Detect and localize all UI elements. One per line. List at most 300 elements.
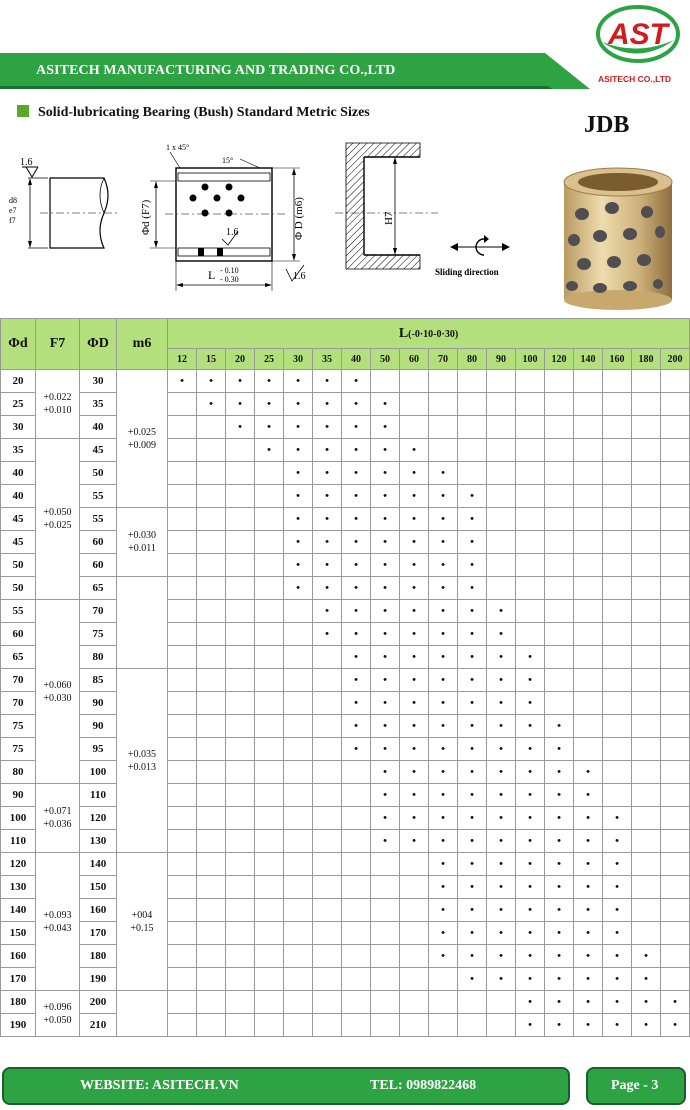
length-availability-cell: • bbox=[342, 669, 371, 692]
length-availability-cell: • bbox=[458, 715, 487, 738]
length-availability-cell bbox=[284, 830, 313, 853]
table-row bbox=[1, 416, 690, 439]
cell-d: 40 bbox=[1, 485, 36, 508]
length-availability-cell: • bbox=[429, 761, 458, 784]
cell-f7-tolerance-upper: +0.093 bbox=[43, 909, 72, 921]
length-col-header: 160 bbox=[603, 349, 632, 370]
length-availability-cell bbox=[632, 807, 661, 830]
length-availability-cell bbox=[574, 577, 603, 600]
length-availability-cell bbox=[313, 1014, 342, 1037]
table-row bbox=[1, 968, 690, 991]
length-availability-cell bbox=[516, 508, 545, 531]
svg-text:AST: AST bbox=[608, 18, 668, 51]
length-availability-cell: • bbox=[458, 738, 487, 761]
col-header-d: Φd bbox=[1, 319, 36, 370]
length-col-header: 90 bbox=[487, 349, 516, 370]
cell-D: 55 bbox=[80, 508, 117, 531]
length-availability-cell bbox=[661, 485, 690, 508]
length-availability-cell bbox=[661, 462, 690, 485]
cell-D: 110 bbox=[80, 784, 117, 807]
length-availability-cell bbox=[516, 393, 545, 416]
length-availability-cell: • bbox=[371, 485, 400, 508]
length-availability-cell: • bbox=[284, 462, 313, 485]
cell-m6-tolerance bbox=[117, 853, 168, 991]
length-availability-cell: • bbox=[458, 669, 487, 692]
bush-drawing bbox=[140, 143, 306, 291]
length-availability-cell bbox=[226, 554, 255, 577]
length-availability-cell bbox=[284, 899, 313, 922]
length-availability-cell: • bbox=[313, 623, 342, 646]
cell-d: 75 bbox=[1, 715, 36, 738]
length-availability-cell: • bbox=[458, 922, 487, 945]
length-availability-cell bbox=[632, 738, 661, 761]
length-availability-cell: • bbox=[516, 807, 545, 830]
length-availability-cell bbox=[632, 600, 661, 623]
cell-d: 190 bbox=[1, 1014, 36, 1037]
length-availability-cell: • bbox=[429, 554, 458, 577]
cell-D: 85 bbox=[80, 669, 117, 692]
cell-m6-tolerance bbox=[117, 991, 168, 1037]
length-availability-cell bbox=[226, 577, 255, 600]
length-availability-cell: • bbox=[226, 416, 255, 439]
length-availability-cell: • bbox=[284, 577, 313, 600]
length-availability-cell bbox=[168, 462, 197, 485]
page-subtitle: Solid-lubricating Bearing (Bush) Standard Metric Sizes bbox=[38, 105, 370, 120]
length-availability-cell: • bbox=[284, 485, 313, 508]
length-availability-cell: • bbox=[516, 1014, 545, 1037]
length-availability-cell bbox=[197, 807, 226, 830]
length-availability-cell bbox=[603, 669, 632, 692]
table-row bbox=[1, 830, 690, 853]
length-availability-cell: • bbox=[487, 830, 516, 853]
length-availability-cell: • bbox=[545, 1014, 574, 1037]
length-availability-cell bbox=[603, 600, 632, 623]
cell-D: 160 bbox=[80, 899, 117, 922]
length-label: L bbox=[208, 268, 216, 282]
length-availability-cell bbox=[284, 945, 313, 968]
length-availability-cell: • bbox=[516, 646, 545, 669]
cell-m6-tolerance-lower: +0.011 bbox=[128, 543, 156, 554]
length-availability-cell bbox=[197, 600, 226, 623]
length-availability-cell: • bbox=[487, 853, 516, 876]
table-row bbox=[1, 853, 690, 876]
length-availability-cell: • bbox=[516, 692, 545, 715]
length-availability-cell bbox=[255, 462, 284, 485]
length-availability-cell: • bbox=[371, 830, 400, 853]
length-availability-cell: • bbox=[458, 485, 487, 508]
cell-m6-tolerance bbox=[117, 370, 168, 508]
product-code: JDB bbox=[584, 112, 630, 138]
length-header-tolerance: (-0·10-0·30) bbox=[408, 328, 459, 340]
length-availability-cell bbox=[545, 600, 574, 623]
length-availability-cell: • bbox=[429, 830, 458, 853]
length-availability-cell: • bbox=[574, 876, 603, 899]
length-col-header: 50 bbox=[371, 349, 400, 370]
footer-website[interactable]: WEBSITE: ASITECH.VN bbox=[80, 1078, 239, 1093]
length-availability-cell bbox=[400, 945, 429, 968]
length-availability-cell bbox=[371, 853, 400, 876]
length-availability-cell: • bbox=[284, 370, 313, 393]
length-availability-cell bbox=[197, 669, 226, 692]
length-availability-cell bbox=[603, 439, 632, 462]
cell-d: 130 bbox=[1, 876, 36, 899]
length-header bbox=[168, 319, 690, 349]
cell-D: 55 bbox=[80, 485, 117, 508]
length-availability-cell bbox=[661, 899, 690, 922]
length-availability-cell bbox=[284, 738, 313, 761]
length-availability-cell: • bbox=[603, 876, 632, 899]
length-availability-cell: • bbox=[168, 370, 197, 393]
length-availability-cell bbox=[661, 370, 690, 393]
length-availability-cell bbox=[516, 439, 545, 462]
length-availability-cell: • bbox=[284, 393, 313, 416]
length-availability-cell: • bbox=[429, 531, 458, 554]
length-availability-cell: • bbox=[313, 416, 342, 439]
length-availability-cell bbox=[197, 416, 226, 439]
length-availability-cell bbox=[429, 991, 458, 1014]
length-availability-cell: • bbox=[429, 485, 458, 508]
length-availability-cell bbox=[168, 899, 197, 922]
length-availability-cell: • bbox=[342, 600, 371, 623]
length-availability-cell: • bbox=[487, 922, 516, 945]
length-col-header: 180 bbox=[632, 349, 661, 370]
length-availability-cell bbox=[400, 393, 429, 416]
cell-d: 60 bbox=[1, 623, 36, 646]
length-availability-cell bbox=[284, 922, 313, 945]
length-availability-cell: • bbox=[545, 853, 574, 876]
cell-d: 100 bbox=[1, 807, 36, 830]
length-availability-cell bbox=[168, 623, 197, 646]
length-availability-cell: • bbox=[371, 554, 400, 577]
length-availability-cell bbox=[487, 416, 516, 439]
length-availability-cell: • bbox=[545, 945, 574, 968]
length-availability-cell bbox=[661, 554, 690, 577]
length-availability-cell bbox=[429, 393, 458, 416]
length-availability-cell: • bbox=[371, 623, 400, 646]
shaft-drawing bbox=[9, 157, 118, 248]
cell-D: 130 bbox=[80, 830, 117, 853]
company-logo bbox=[596, 4, 680, 64]
length-availability-cell bbox=[226, 508, 255, 531]
length-availability-cell bbox=[313, 807, 342, 830]
length-availability-cell bbox=[632, 922, 661, 945]
length-availability-cell bbox=[429, 370, 458, 393]
length-tol-lower: - 0.30 bbox=[220, 275, 239, 284]
sliding-direction-icon bbox=[435, 235, 510, 277]
length-availability-cell bbox=[545, 669, 574, 692]
length-availability-cell: • bbox=[487, 945, 516, 968]
cell-D: 200 bbox=[80, 991, 117, 1014]
length-availability-cell bbox=[168, 531, 197, 554]
cell-d: 30 bbox=[1, 416, 36, 439]
length-availability-cell bbox=[255, 669, 284, 692]
length-availability-cell: • bbox=[603, 968, 632, 991]
length-availability-cell bbox=[313, 876, 342, 899]
length-availability-cell: • bbox=[400, 462, 429, 485]
cell-f7-tolerance bbox=[36, 439, 80, 600]
table-row bbox=[1, 761, 690, 784]
cell-d: 150 bbox=[1, 922, 36, 945]
table-row bbox=[1, 922, 690, 945]
length-availability-cell bbox=[226, 738, 255, 761]
length-availability-cell: • bbox=[255, 370, 284, 393]
length-availability-cell bbox=[516, 600, 545, 623]
length-availability-cell bbox=[168, 416, 197, 439]
col-header-D: ΦD bbox=[80, 319, 117, 370]
chamfer-label: 1 x 45° bbox=[166, 143, 190, 152]
length-availability-cell bbox=[226, 876, 255, 899]
length-availability-cell: • bbox=[487, 899, 516, 922]
length-availability-cell: • bbox=[226, 393, 255, 416]
shaft-tolerance-d8: d8 bbox=[9, 196, 17, 205]
length-availability-cell bbox=[574, 439, 603, 462]
length-availability-cell bbox=[661, 761, 690, 784]
footer-phone[interactable]: TEL: 0989822468 bbox=[370, 1078, 477, 1093]
length-availability-cell bbox=[371, 922, 400, 945]
cell-D: 100 bbox=[80, 761, 117, 784]
length-availability-cell bbox=[487, 1014, 516, 1037]
length-availability-cell: • bbox=[371, 531, 400, 554]
length-availability-cell: • bbox=[487, 600, 516, 623]
length-availability-cell bbox=[661, 784, 690, 807]
length-availability-cell bbox=[168, 784, 197, 807]
length-availability-cell: • bbox=[197, 393, 226, 416]
length-availability-cell: • bbox=[545, 922, 574, 945]
length-availability-cell bbox=[226, 922, 255, 945]
table-row bbox=[1, 508, 690, 531]
length-availability-cell: • bbox=[603, 807, 632, 830]
length-availability-cell bbox=[632, 899, 661, 922]
table-row bbox=[1, 738, 690, 761]
length-availability-cell bbox=[603, 508, 632, 531]
length-availability-cell: • bbox=[574, 1014, 603, 1037]
length-availability-cell bbox=[603, 416, 632, 439]
length-availability-cell bbox=[255, 853, 284, 876]
cell-f7-tolerance bbox=[36, 600, 80, 784]
cell-D: 180 bbox=[80, 945, 117, 968]
length-availability-cell: • bbox=[487, 646, 516, 669]
length-availability-cell: • bbox=[371, 393, 400, 416]
length-availability-cell bbox=[516, 554, 545, 577]
length-availability-cell bbox=[255, 646, 284, 669]
length-availability-cell: • bbox=[574, 830, 603, 853]
length-availability-cell bbox=[255, 623, 284, 646]
cell-d: 25 bbox=[1, 393, 36, 416]
length-availability-cell bbox=[574, 416, 603, 439]
length-availability-cell: • bbox=[400, 692, 429, 715]
angle-label: 15° bbox=[222, 156, 234, 165]
length-availability-cell bbox=[545, 531, 574, 554]
length-availability-cell bbox=[255, 807, 284, 830]
length-availability-cell bbox=[197, 508, 226, 531]
length-availability-cell bbox=[168, 485, 197, 508]
length-availability-cell bbox=[226, 531, 255, 554]
cell-D: 50 bbox=[80, 462, 117, 485]
length-availability-cell bbox=[603, 393, 632, 416]
length-availability-cell: • bbox=[429, 669, 458, 692]
length-col-header: 60 bbox=[400, 349, 429, 370]
length-availability-cell: • bbox=[313, 531, 342, 554]
length-availability-cell bbox=[168, 1014, 197, 1037]
length-availability-cell bbox=[226, 807, 255, 830]
length-availability-cell bbox=[661, 416, 690, 439]
length-availability-cell bbox=[226, 761, 255, 784]
length-availability-cell bbox=[371, 876, 400, 899]
length-availability-cell bbox=[400, 991, 429, 1014]
length-availability-cell: • bbox=[574, 945, 603, 968]
length-availability-cell bbox=[487, 370, 516, 393]
cell-m6-tolerance-lower: +0.009 bbox=[127, 439, 157, 451]
length-availability-cell bbox=[226, 439, 255, 462]
length-availability-cell bbox=[313, 738, 342, 761]
table-row bbox=[1, 600, 690, 623]
length-availability-cell bbox=[661, 715, 690, 738]
length-availability-cell: • bbox=[545, 899, 574, 922]
length-availability-cell bbox=[313, 853, 342, 876]
length-availability-cell bbox=[313, 715, 342, 738]
length-availability-cell bbox=[342, 922, 371, 945]
length-availability-cell bbox=[632, 830, 661, 853]
length-availability-cell bbox=[661, 577, 690, 600]
length-availability-cell bbox=[661, 508, 690, 531]
length-availability-cell: • bbox=[458, 600, 487, 623]
length-availability-cell bbox=[632, 508, 661, 531]
length-availability-cell: • bbox=[516, 715, 545, 738]
length-availability-cell: • bbox=[545, 761, 574, 784]
length-availability-cell bbox=[400, 899, 429, 922]
length-availability-cell bbox=[226, 715, 255, 738]
cell-m6-tolerance-lower: +0.15 bbox=[130, 922, 154, 934]
length-availability-cell bbox=[458, 370, 487, 393]
length-availability-cell bbox=[168, 554, 197, 577]
length-availability-cell: • bbox=[429, 577, 458, 600]
length-availability-cell bbox=[545, 485, 574, 508]
length-col-header: 12 bbox=[168, 349, 197, 370]
length-availability-cell bbox=[661, 692, 690, 715]
length-availability-cell bbox=[168, 738, 197, 761]
length-availability-cell bbox=[284, 876, 313, 899]
length-availability-cell: • bbox=[400, 485, 429, 508]
length-availability-cell bbox=[429, 968, 458, 991]
table-row bbox=[1, 899, 690, 922]
length-availability-cell bbox=[400, 922, 429, 945]
length-availability-cell: • bbox=[545, 991, 574, 1014]
length-availability-cell bbox=[487, 991, 516, 1014]
length-availability-cell bbox=[632, 462, 661, 485]
length-availability-cell bbox=[284, 646, 313, 669]
length-availability-cell: • bbox=[487, 807, 516, 830]
length-availability-cell bbox=[168, 600, 197, 623]
length-availability-cell: • bbox=[371, 577, 400, 600]
length-availability-cell bbox=[313, 899, 342, 922]
length-header-label: L bbox=[398, 325, 409, 341]
length-availability-cell: • bbox=[632, 991, 661, 1014]
cell-D: 40 bbox=[80, 416, 117, 439]
length-availability-cell: • bbox=[545, 807, 574, 830]
length-availability-cell bbox=[632, 393, 661, 416]
length-tol-upper: - 0.10 bbox=[220, 266, 239, 275]
length-availability-cell: • bbox=[603, 922, 632, 945]
length-availability-cell: • bbox=[516, 968, 545, 991]
length-availability-cell: • bbox=[400, 623, 429, 646]
cell-D: 190 bbox=[80, 968, 117, 991]
length-availability-cell: • bbox=[371, 646, 400, 669]
length-availability-cell bbox=[255, 761, 284, 784]
length-availability-cell bbox=[603, 462, 632, 485]
length-availability-cell bbox=[255, 692, 284, 715]
length-availability-cell bbox=[574, 554, 603, 577]
housing-drawing bbox=[335, 143, 438, 269]
length-availability-cell bbox=[574, 462, 603, 485]
length-availability-cell: • bbox=[574, 968, 603, 991]
length-availability-cell bbox=[342, 761, 371, 784]
length-availability-cell: • bbox=[458, 646, 487, 669]
length-availability-cell bbox=[516, 416, 545, 439]
length-availability-cell bbox=[255, 922, 284, 945]
length-availability-cell: • bbox=[458, 830, 487, 853]
length-availability-cell: • bbox=[545, 968, 574, 991]
length-availability-cell: • bbox=[400, 508, 429, 531]
length-availability-cell bbox=[574, 393, 603, 416]
length-availability-cell bbox=[458, 991, 487, 1014]
length-availability-cell: • bbox=[516, 922, 545, 945]
length-availability-cell: • bbox=[255, 393, 284, 416]
length-availability-cell: • bbox=[545, 876, 574, 899]
length-availability-cell bbox=[342, 784, 371, 807]
length-availability-cell: • bbox=[284, 416, 313, 439]
length-availability-cell bbox=[197, 899, 226, 922]
cell-d: 180 bbox=[1, 991, 36, 1014]
length-availability-cell bbox=[255, 554, 284, 577]
length-availability-cell: • bbox=[313, 554, 342, 577]
length-availability-cell: • bbox=[400, 830, 429, 853]
length-availability-cell: • bbox=[284, 531, 313, 554]
length-col-header: 100 bbox=[516, 349, 545, 370]
length-availability-cell bbox=[632, 646, 661, 669]
length-availability-cell: • bbox=[487, 715, 516, 738]
length-availability-cell bbox=[284, 761, 313, 784]
length-availability-cell: • bbox=[487, 738, 516, 761]
length-availability-cell: • bbox=[516, 899, 545, 922]
length-availability-cell bbox=[516, 462, 545, 485]
col-header-f7: F7 bbox=[36, 319, 80, 370]
length-availability-cell: • bbox=[313, 508, 342, 531]
cell-m6-tolerance-upper: +0.025 bbox=[127, 426, 157, 438]
cell-f7-tolerance-lower: +0.036 bbox=[43, 819, 72, 830]
table-row bbox=[1, 876, 690, 899]
length-availability-cell bbox=[371, 968, 400, 991]
length-availability-cell: • bbox=[458, 761, 487, 784]
length-availability-cell bbox=[255, 784, 284, 807]
length-availability-cell: • bbox=[516, 853, 545, 876]
length-availability-cell bbox=[197, 715, 226, 738]
length-availability-cell bbox=[574, 715, 603, 738]
length-availability-cell bbox=[400, 876, 429, 899]
length-availability-cell: • bbox=[255, 439, 284, 462]
length-availability-cell: • bbox=[487, 784, 516, 807]
length-availability-cell bbox=[284, 715, 313, 738]
length-availability-cell bbox=[284, 968, 313, 991]
length-availability-cell bbox=[371, 991, 400, 1014]
length-availability-cell bbox=[168, 669, 197, 692]
table-row bbox=[1, 485, 690, 508]
length-availability-cell bbox=[400, 416, 429, 439]
length-availability-cell bbox=[197, 692, 226, 715]
length-availability-cell bbox=[487, 485, 516, 508]
length-availability-cell bbox=[197, 646, 226, 669]
length-availability-cell: • bbox=[429, 646, 458, 669]
cell-f7-tolerance bbox=[36, 784, 80, 853]
